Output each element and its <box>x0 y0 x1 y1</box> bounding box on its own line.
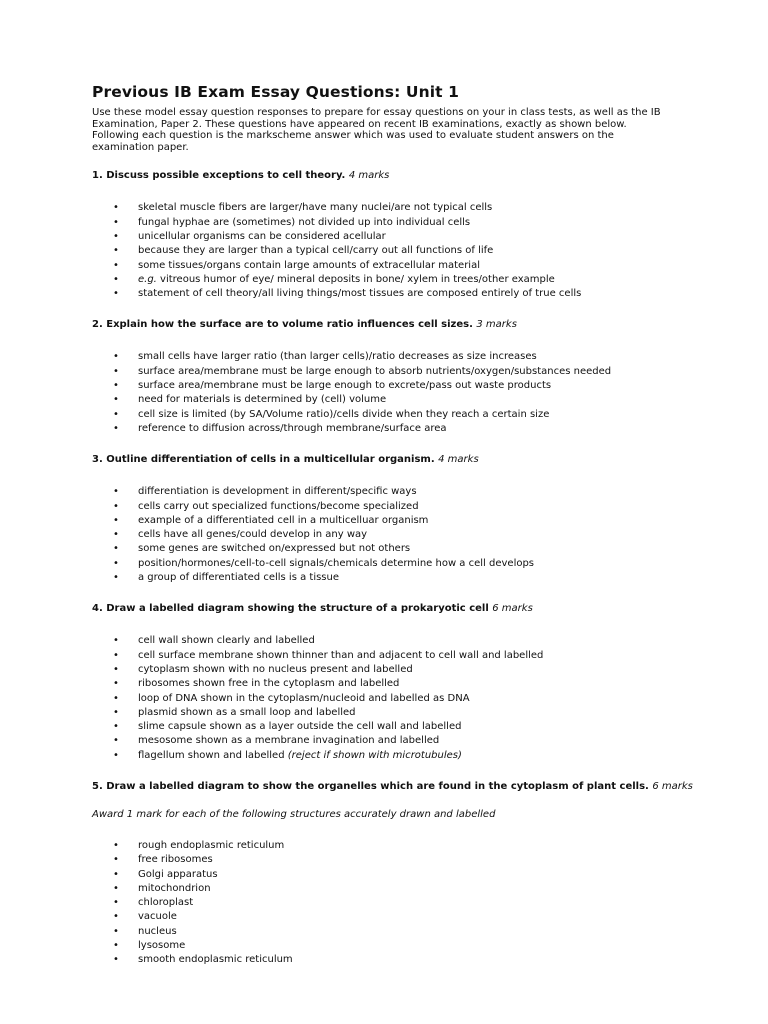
answer-text: because they are larger than a typical cell/carry out all functions of life <box>138 245 494 257</box>
answer-item <box>92 896 667 910</box>
question-4 <box>92 603 667 615</box>
answer-item <box>92 939 667 953</box>
question-marks: 6 marks <box>492 603 533 615</box>
question-text: 5. Draw a labelled diagram to show the organelles which are found in the cytoplasm of plant cells. <box>92 780 649 792</box>
bullet-icon: • <box>113 202 119 214</box>
answer-text: loop of DNA shown in the cytoplasm/nucleoid and labelled as DNA <box>138 692 470 704</box>
answer-item <box>92 259 667 273</box>
bullet-icon: • <box>113 557 119 569</box>
answer-text: unicellular organisms can be considered acellular <box>138 230 386 242</box>
intro-paragraph: Use these model essay question responses to prepare for essay questions on your in class tests, as well as the IB Examination, Paper 2. These questions have appeared on recent IB examinations, exactly as shown below. Following each question is the markscheme answer which was used to evaluate student answers on the examination paper. <box>92 107 661 153</box>
bullet-icon: • <box>113 259 119 271</box>
bullet-icon: • <box>113 380 119 392</box>
answer-text: mitochondrion <box>138 882 211 894</box>
answer-list <box>92 839 667 968</box>
bullet-icon: • <box>113 514 119 526</box>
question-marks: 3 marks <box>476 319 517 331</box>
bullet-icon: • <box>113 543 119 555</box>
question-list <box>92 170 693 967</box>
answer-text: free ribosomes <box>138 854 213 866</box>
bullet-icon: • <box>113 749 119 761</box>
question-1 <box>92 170 667 182</box>
bullet-icon: • <box>113 706 119 718</box>
answer-text: smooth endoplasmic reticulum <box>138 954 293 966</box>
answer-item <box>92 244 667 258</box>
question-text: 1. Discuss possible exceptions to cell theory. <box>92 170 346 182</box>
bullet-icon: • <box>113 245 119 257</box>
bullet-icon: • <box>113 216 119 228</box>
answer-text: cells carry out specialized functions/become specialized <box>138 500 419 512</box>
answer-item <box>92 649 667 663</box>
answer-text: need for materials is determined by (cell) volume <box>138 394 387 406</box>
answer-item <box>92 379 667 393</box>
bullet-icon: • <box>113 273 119 285</box>
answer-item <box>92 422 667 436</box>
answer-item <box>92 910 667 924</box>
answer-text: cell size is limited (by SA/Volume ratio)/cells divide when they reach a certain size <box>138 408 550 420</box>
answer-text: rough endoplasmic reticulum <box>138 839 285 851</box>
answer-item <box>92 514 667 528</box>
question-marks: 4 marks <box>438 454 479 466</box>
answer-text: fungal hyphae are (sometimes) not divided up into individual cells <box>138 216 471 228</box>
bullet-icon: • <box>113 721 119 733</box>
answer-text: Golgi apparatus <box>138 868 218 880</box>
answer-item <box>92 882 667 896</box>
answer-text: some tissues/organs contain large amounts of extracellular material <box>138 259 480 271</box>
answer-item <box>92 692 667 706</box>
answer-item <box>92 853 667 867</box>
bullet-icon: • <box>113 954 119 966</box>
answer-note: (reject if shown with microtubules) <box>287 749 462 761</box>
bullet-icon: • <box>113 408 119 420</box>
answer-item <box>92 868 667 882</box>
answer-item <box>92 571 667 585</box>
bullet-icon: • <box>113 663 119 675</box>
answer-text: reference to diffusion across/through membrane/surface area <box>138 422 447 434</box>
answer-item <box>92 500 667 514</box>
answer-item <box>92 925 667 939</box>
question-2 <box>92 319 667 331</box>
example-prefix: e.g. <box>138 273 157 285</box>
answer-list <box>92 485 667 585</box>
answer-text: mesosome shown as a membrane invagination and labelled <box>138 735 440 747</box>
answer-item <box>92 201 667 215</box>
bullet-icon: • <box>113 365 119 377</box>
answer-text: surface area/membrane must be large enough to excrete/pass out waste products <box>138 380 552 392</box>
bullet-icon: • <box>113 230 119 242</box>
bullet-icon: • <box>113 925 119 937</box>
bullet-icon: • <box>113 572 119 584</box>
answer-item <box>92 230 667 244</box>
answer-text: vacuole <box>138 911 177 923</box>
bullet-icon: • <box>113 882 119 894</box>
answer-item <box>92 287 667 301</box>
answer-text: ribosomes shown free in the cytoplasm and labelled <box>138 678 400 690</box>
bullet-icon: • <box>113 635 119 647</box>
answer-list <box>92 201 667 301</box>
answer-item <box>92 542 667 556</box>
answer-text: cytoplasm shown with no nucleus present and labelled <box>138 663 413 675</box>
answer-text: lysosome <box>138 940 186 952</box>
answer-item <box>92 557 667 571</box>
answer-text: surface area/membrane must be large enough to absorb nutrients/oxygen/substances needed <box>138 365 612 377</box>
answer-item <box>92 365 667 379</box>
bullet-icon: • <box>113 735 119 747</box>
bullet-icon: • <box>113 529 119 541</box>
question-marks: 4 marks <box>348 170 390 182</box>
question-text: 3. Outline differentiation of cells in a multicellular organism. <box>92 454 435 466</box>
question-note: Award 1 mark for each of the following structures accurately drawn and labelled <box>92 808 496 820</box>
answer-text: statement of cell theory/all living things/most tissues are composed entirely of true cells <box>138 288 582 300</box>
bullet-icon: • <box>113 500 119 512</box>
answer-text: differentiation is development in different/specific ways <box>138 486 417 498</box>
answer-text: some genes are switched on/expressed but not others <box>138 543 411 555</box>
document-content <box>92 83 693 986</box>
answer-text: small cells have larger ratio (than larger cells)/ratio decreases as size increases <box>138 351 537 363</box>
bullet-icon: • <box>113 678 119 690</box>
bullet-icon: • <box>113 868 119 880</box>
answer-item <box>92 720 667 734</box>
question-marks: 6 marks <box>652 780 693 792</box>
answer-item <box>92 485 667 499</box>
bullet-icon: • <box>113 897 119 909</box>
answer-item <box>92 528 667 542</box>
answer-text: position/hormones/cell-to-cell signals/chemicals determine how a cell develops <box>138 557 535 569</box>
answer-list <box>92 350 667 436</box>
bullet-icon: • <box>113 940 119 952</box>
question-text: 4. Draw a labelled diagram showing the structure of a prokaryotic cell <box>92 603 489 615</box>
bullet-icon: • <box>113 486 119 498</box>
answer-list <box>92 634 667 763</box>
answer-item <box>92 216 667 230</box>
bullet-icon: • <box>113 649 119 661</box>
answer-text: a group of differentiated cells is a tissue <box>138 572 340 584</box>
answer-text: slime capsule shown as a layer outside the cell wall and labelled <box>138 721 462 733</box>
bullet-icon: • <box>113 288 119 300</box>
bullet-icon: • <box>113 422 119 434</box>
answer-text: cell surface membrane shown thinner than and adjacent to cell wall and labelled <box>138 649 544 661</box>
answer-text: example of a differentiated cell in a multicelluar organism <box>138 514 429 526</box>
bullet-icon: • <box>113 394 119 406</box>
bullet-icon: • <box>113 911 119 923</box>
question-5 <box>92 780 693 793</box>
answer-item <box>92 677 667 691</box>
bullet-icon: • <box>113 692 119 704</box>
answer-item <box>92 706 667 720</box>
answer-item <box>92 663 667 677</box>
answer-text: nucleus <box>138 925 177 937</box>
page-title: Previous IB Exam Essay Questions: Unit 1 <box>92 83 460 101</box>
answer-text: plasmid shown as a small loop and labelled <box>138 706 356 718</box>
bullet-icon: • <box>113 351 119 363</box>
answer-item <box>92 749 667 763</box>
answer-text: cells have all genes/could develop in any way <box>138 529 368 541</box>
answer-item <box>92 393 667 407</box>
bullet-icon: • <box>113 854 119 866</box>
answer-text: cell wall shown clearly and labelled <box>138 635 315 647</box>
answer-text: vitreous humor of eye/ mineral deposits in bone/ xylem in trees/other example <box>160 273 555 285</box>
answer-item <box>92 350 667 364</box>
answer-item <box>92 273 667 287</box>
answer-item <box>92 734 667 748</box>
answer-text: skeletal muscle fibers are larger/have many nuclei/are not typical cells <box>138 202 493 214</box>
question-3 <box>92 454 667 466</box>
answer-item <box>92 953 667 967</box>
answer-text: flagellum shown and labelled <box>138 749 285 761</box>
answer-item <box>92 634 667 648</box>
answer-item <box>92 839 667 853</box>
question-text: 2. Explain how the surface are to volume ratio influences cell sizes. <box>92 319 473 331</box>
bullet-icon: • <box>113 839 119 851</box>
answer-item <box>92 408 667 422</box>
answer-text: chloroplast <box>138 897 194 909</box>
